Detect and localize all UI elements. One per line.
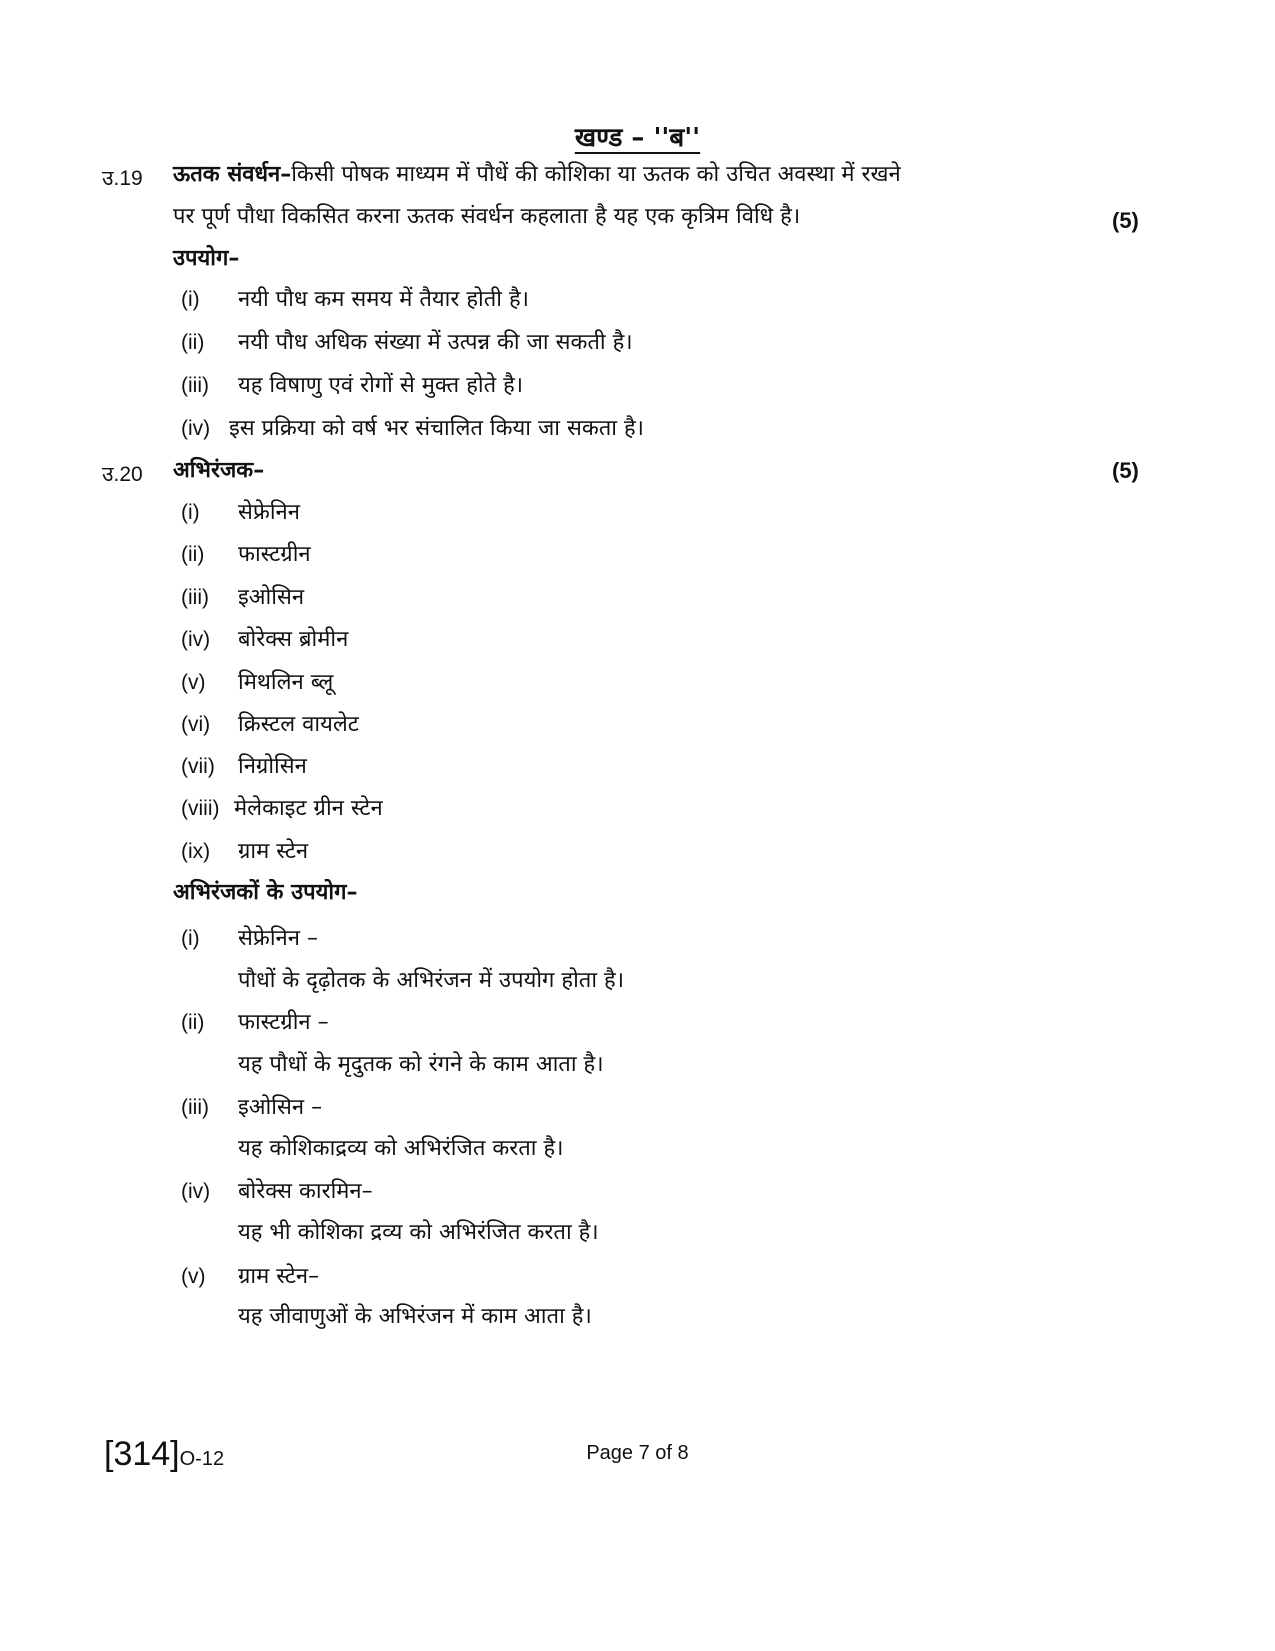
q19-heading: ऊतक संवर्धन–	[173, 162, 292, 187]
stain-use-num: (iv)	[181, 1180, 211, 1203]
stain-use-name: ग्राम स्टेन–	[238, 1264, 320, 1289]
stain-num: (vi)	[181, 713, 211, 736]
stain-num: (iv)	[181, 628, 211, 651]
stain-num: (viii)	[181, 797, 220, 820]
q19-line1	[173, 160, 901, 190]
stain-num: (vii)	[181, 755, 215, 778]
stain-use-desc: पौधों के दृढ़ोतक के अभिरंजन में उपयोग होता है।	[238, 968, 625, 993]
q19-line1-text: किसी पोषक माध्यम में पौधें की कोशिका या ऊतक को उचित अवस्था में रखने	[291, 162, 901, 187]
section-title: खण्ड – ''ब''	[574, 123, 701, 153]
stain-num: (i)	[181, 501, 200, 524]
stain-uses-heading: अभिरंजकों के उपयोग–	[173, 880, 358, 905]
stain-use-desc: यह कोशिकाद्रव्य को अभिरंजित करता है।	[238, 1136, 564, 1161]
stain-num: (v)	[181, 671, 206, 694]
stain-use-num: (ii)	[181, 1011, 205, 1034]
page-number: Page 7 of 8	[586, 1442, 689, 1464]
q19-use-num: (i)	[181, 288, 200, 311]
q19-use-text: इस प्रक्रिया को वर्ष भर संचालित किया जा सकता है।	[229, 416, 644, 441]
stain-use-desc: यह भी कोशिका द्रव्य को अभिरंजित करता है।	[238, 1220, 599, 1245]
q19-use-text: यह विषाणु एवं रोगों से मुक्त होते है।	[238, 373, 524, 398]
q20-number: उ.20	[102, 463, 143, 486]
q19-use-num: (ii)	[181, 331, 205, 354]
q20-marks: (5)	[1112, 458, 1139, 483]
stain-name: फास्टग्रीन	[238, 542, 311, 567]
stain-name: मिथलिन ब्लू	[238, 670, 334, 695]
stain-name: निग्रोसिन	[238, 754, 307, 779]
stain-num: (iii)	[181, 586, 209, 609]
paper-code-number: [314]	[104, 1435, 180, 1473]
q19-use-num: (iii)	[181, 374, 209, 397]
stain-use-desc: यह जीवाणुओं के अभिरंजन में काम आता है।	[238, 1304, 592, 1329]
stain-name: ग्राम स्टेन	[238, 839, 309, 864]
stain-use-num: (i)	[181, 927, 200, 950]
q20-heading: अभिरंजक–	[173, 458, 265, 483]
q19-number: उ.19	[102, 167, 143, 190]
stain-name: सेफ्रेनिन	[238, 500, 300, 525]
stain-use-num: (v)	[181, 1265, 206, 1288]
stain-name: इओसिन	[238, 585, 305, 610]
stain-num: (ii)	[181, 543, 205, 566]
stain-use-name: इओसिन –	[238, 1095, 323, 1120]
q19-marks: (5)	[1112, 208, 1139, 233]
stain-use-num: (iii)	[181, 1096, 209, 1119]
q19-line2: पर पूर्ण पौधा विकसित करना ऊतक संवर्धन कहलाता है यह एक कृत्रिम विधि है।	[173, 204, 801, 229]
stain-num: (ix)	[181, 840, 211, 863]
paper-code-suffix: O-12	[179, 1448, 225, 1470]
q19-use-text: नयी पौध अधिक संख्या में उत्पन्न की जा सकती है।	[238, 330, 633, 355]
q19-use-text: नयी पौध कम समय में तैयार होती है।	[238, 287, 529, 312]
stain-name: मेलेकाइट ग्रीन स्टेन	[234, 796, 383, 821]
stain-use-name: फास्टग्रीन –	[238, 1010, 329, 1035]
stain-use-name: सेफ्रेनिन –	[238, 926, 318, 951]
stain-use-name: बोरेक्स कारमिन–	[238, 1179, 373, 1204]
stain-name: क्रिस्टल वायलेट	[238, 712, 359, 737]
q19-uses-heading: उपयोग–	[173, 246, 240, 271]
q19-use-num: (iv)	[181, 417, 211, 440]
stain-use-desc: यह पौधों के मृदुतक को रंगने के काम आता है।	[238, 1052, 604, 1077]
stain-name: बोरेक्स ब्रोमीन	[238, 627, 349, 652]
